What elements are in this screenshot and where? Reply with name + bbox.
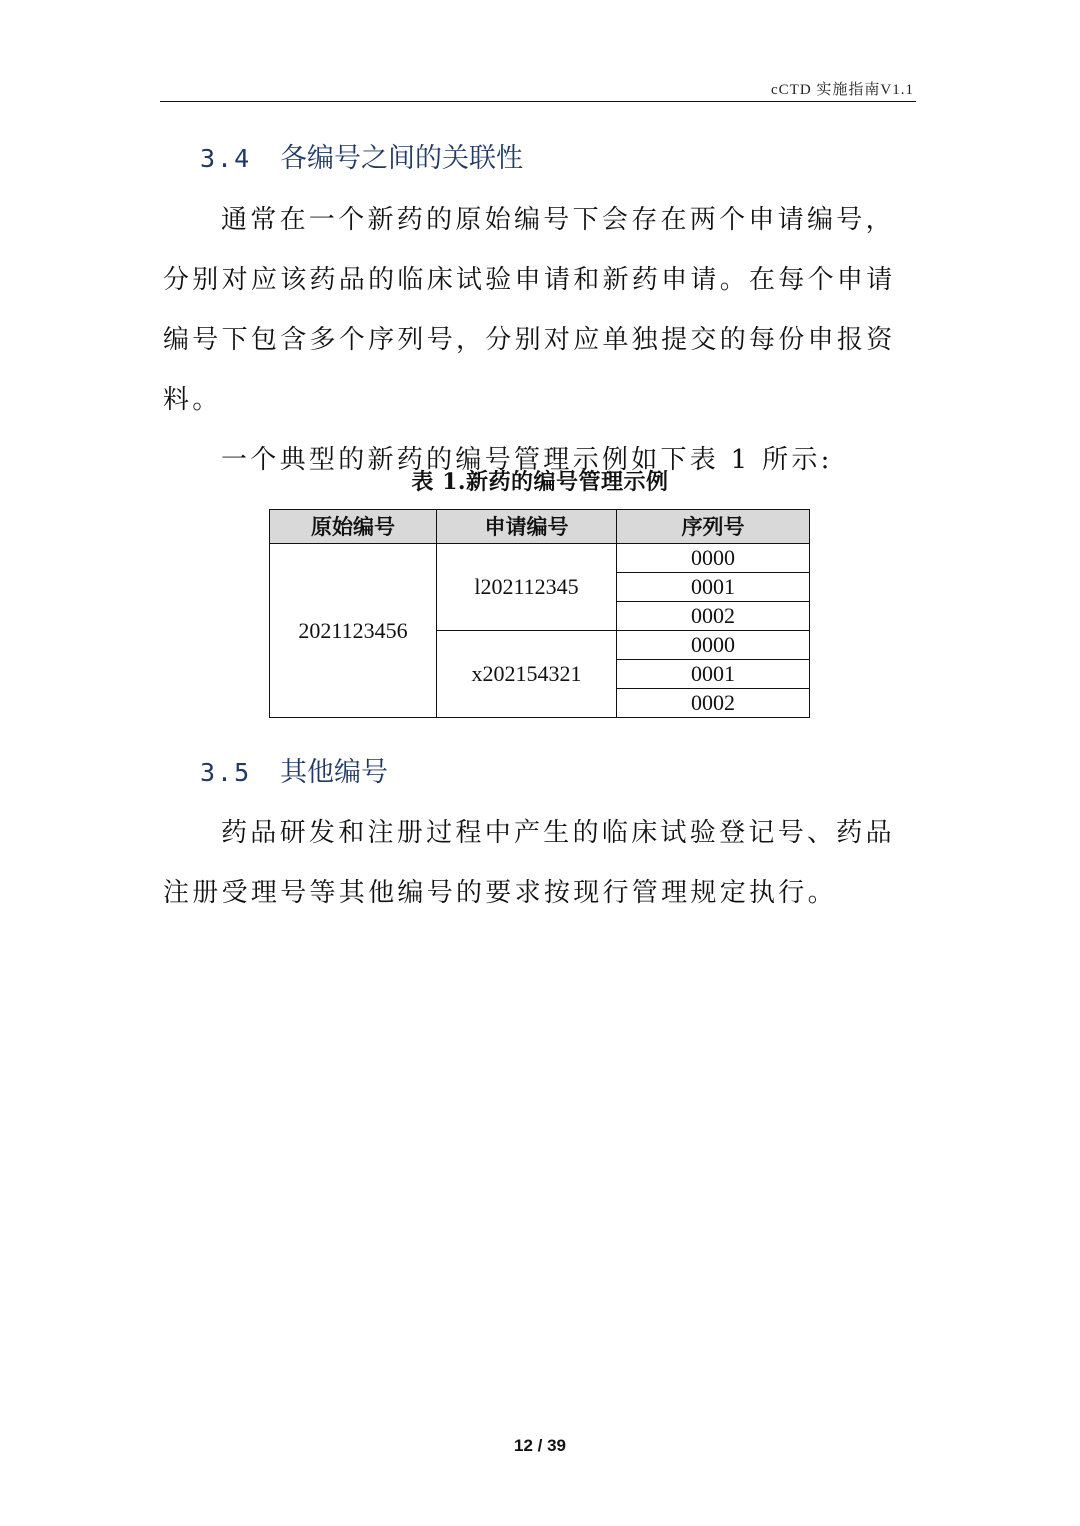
column-header: 原始编号: [270, 510, 437, 544]
section-heading-3-5: [200, 750, 388, 789]
sequence-number-cell: 0001: [617, 660, 810, 689]
column-header: 序列号: [617, 510, 810, 544]
column-header: 申请编号: [437, 510, 617, 544]
sequence-number-cell: 0000: [617, 544, 810, 573]
application-number-cell: l202112345: [437, 544, 617, 631]
section-number: 3.5: [200, 758, 252, 787]
table-caption: 表 1.新药的编号管理示例: [411, 469, 669, 495]
sequence-number-cell: 0000: [617, 631, 810, 660]
section-title: 各编号之间的关联性: [280, 143, 523, 174]
sequence-number-cell: 0001: [617, 573, 810, 602]
paragraph: 一个典型的新药的编号管理示例如下表 1 所示:: [221, 445, 833, 475]
header-rule: [160, 101, 916, 102]
section-heading-3-4: [200, 136, 523, 175]
section-3-5-body: [163, 803, 915, 923]
numbering-table: [269, 509, 810, 718]
table-row: [270, 544, 810, 573]
sequence-number-cell: 0002: [617, 689, 810, 718]
page-number: 12 / 39: [514, 1436, 566, 1455]
application-number-cell: x202154321: [437, 631, 617, 718]
sequence-number-cell: 0002: [617, 602, 810, 631]
section-title: 其他编号: [280, 757, 388, 788]
section-3-4-body: [163, 190, 915, 490]
section-number: 3.4: [200, 144, 252, 173]
paragraph: 通常在一个新药的原始编号下会存在两个申请编号，分别对应该药品的临床试验申请和新药申请。在每个申请编号下包含多个序列号，分别对应单独提交的每份申报资料。: [163, 205, 896, 415]
running-header: cCTD 实施指南V1.1: [771, 82, 914, 98]
table-header-row: [270, 510, 810, 544]
original-number-cell: 2021123456: [270, 544, 437, 718]
paragraph: 药品研发和注册过程中产生的临床试验登记号、药品注册受理号等其他编号的要求按现行管理规定执行。: [163, 818, 895, 908]
